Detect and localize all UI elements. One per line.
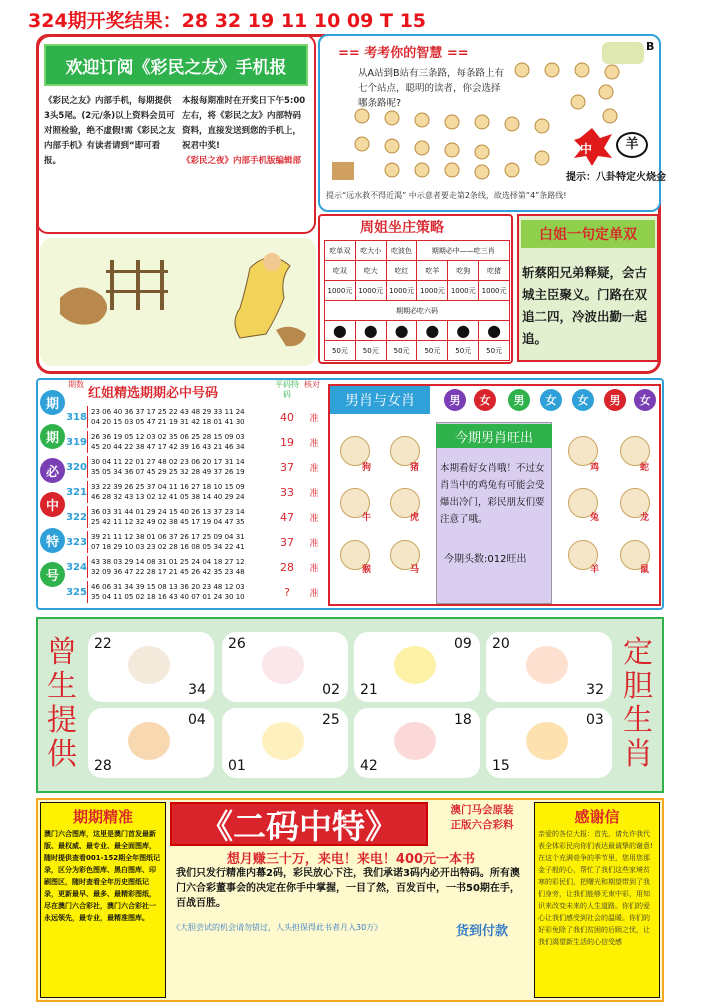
erma-foot: 《大胆尝试的机会请勿错过，人头担保得此书者月入30万》 bbox=[172, 923, 383, 932]
gender-tag: 女 bbox=[540, 389, 562, 411]
zhou-head: 吃大小 bbox=[355, 241, 386, 261]
period: 324 bbox=[66, 556, 88, 578]
numbers bbox=[91, 507, 261, 527]
num-line: 39 21 11 12 38 01 06 37 26 17 25 09 04 31 bbox=[91, 533, 245, 541]
zhou-cell: 1000元 bbox=[386, 281, 417, 301]
zhou-cell: 1000元 bbox=[355, 281, 386, 301]
jin-title: 今期男肖旺出 bbox=[436, 424, 552, 448]
animal-label: 牛 bbox=[362, 513, 372, 523]
card-num: 20 bbox=[492, 636, 510, 652]
puzzle-title: == 考考你的智慧 == bbox=[338, 46, 469, 61]
zhou-cell: 吃羊 bbox=[417, 261, 448, 281]
card-num: 26 bbox=[228, 636, 246, 652]
zodiac-card bbox=[486, 632, 612, 702]
vchar: 胆 bbox=[623, 669, 653, 704]
table-row bbox=[66, 431, 321, 453]
subscribe-col2-text: 本报每期准时在开奖日下午5:00左右，将《彩民之友》内部特码资料，直接发送到您的手机上，祝君中奖! bbox=[182, 96, 306, 151]
gender-tag: 男 bbox=[604, 389, 626, 411]
zhou-cell: 50元 bbox=[448, 341, 479, 361]
card-num: 22 bbox=[94, 636, 112, 652]
card-num: 21 bbox=[360, 682, 378, 698]
zhou-cell: 1000元 bbox=[448, 281, 479, 301]
period: 321 bbox=[66, 481, 88, 503]
zhou-dot: ● bbox=[479, 321, 510, 341]
chick-icon bbox=[394, 646, 436, 684]
zodiac-card bbox=[222, 708, 348, 778]
zodiac-card bbox=[354, 708, 480, 778]
erma-body: 我们只发行精准内幕2码，彩民放心下注，我们承诺3码内必开出特码。所有澳门六合彩董事会的决定在你手中掌握，一目了然，百发百中，一书50期在手，百战百胜。 bbox=[176, 868, 520, 909]
monk-illustration bbox=[40, 238, 316, 366]
erma-slogan: 想月赚三十万，来电！来电！400元一本书 bbox=[226, 852, 476, 867]
zhou-dot: ● bbox=[325, 321, 356, 341]
card-num: 02 bbox=[322, 682, 340, 698]
num-line: 26 36 19 05 12 03 02 35 06 25 28 15 09 03 bbox=[91, 433, 245, 441]
bai-body: 斩蔡阳兄弟释疑，会古城主臣聚义。门路在双追二四，冷波出勤一起追。 bbox=[522, 265, 648, 346]
gender-tag: 男 bbox=[444, 389, 466, 411]
numbers bbox=[91, 407, 261, 427]
lottery-result-header: 324期开奖结果：28 32 19 11 10 09 T 15 bbox=[28, 10, 427, 32]
zodiac-card bbox=[88, 632, 214, 702]
table-row bbox=[66, 406, 321, 428]
thanks-body: 亲爱的各位大报：首先，请允许我代表全体彩民向你们表达最诚挚的谢意!在这个充满竞争的季节里，您用您那金子般的心，帮忙了我们这些家境贫寒的彩民们，把曙光和期望带到了我们身旁，让我们能够无束中彩，用知识来改变未来的人生道路。你们的爱心让我们感受到社会的温暖。你们的好彩免除了我们贫困的后顾之忧，让我们渴望新生活的心信受感 bbox=[538, 830, 653, 946]
table-row bbox=[66, 506, 321, 528]
special: 19 bbox=[280, 435, 294, 449]
check: 准 bbox=[309, 413, 319, 424]
vchar: 供 bbox=[47, 737, 77, 772]
num-line: 30 04 11 22 01 27 48 02 23 06 20 17 31 14 bbox=[91, 458, 245, 466]
numbers bbox=[91, 432, 261, 452]
animal-label: 虎 bbox=[410, 513, 420, 523]
left-vertical-text bbox=[44, 636, 80, 772]
animal-label: 蛇 bbox=[640, 463, 650, 473]
zhou-head: 吃单双 bbox=[325, 241, 356, 261]
head-he: 核对 bbox=[304, 380, 320, 389]
zodiac-card bbox=[354, 632, 480, 702]
card-num: 15 bbox=[492, 758, 510, 774]
zhou-cell: 50元 bbox=[386, 341, 417, 361]
vchar: 生 bbox=[47, 669, 77, 704]
table-row bbox=[66, 456, 321, 478]
vchar: 提 bbox=[47, 703, 77, 738]
puzzle-hint: 提示：八卦特定火烧金 bbox=[566, 172, 666, 183]
table-row bbox=[66, 531, 321, 553]
zhou-cell: 1000元 bbox=[417, 281, 448, 301]
animal-label: 兔 bbox=[590, 513, 600, 523]
card-num: 09 bbox=[454, 636, 472, 652]
bai-title: 白姐一句定单双 bbox=[521, 220, 655, 248]
thanks-title: 感谢信 bbox=[574, 808, 620, 826]
puzzle-tip: 提示“远水救不得近渴” 中示意者要走第2条线，故选择第“4”条路线! bbox=[326, 191, 567, 200]
table-row bbox=[66, 581, 321, 603]
vchar: 曾 bbox=[47, 635, 77, 670]
table-row bbox=[66, 481, 321, 503]
subscribe-col2-red: 《彩民之夜》内部手机版编辑部 bbox=[182, 156, 302, 166]
illustration-panel bbox=[40, 238, 316, 366]
zhou-grid bbox=[324, 240, 510, 361]
numbers bbox=[91, 482, 261, 502]
special: ? bbox=[284, 585, 290, 599]
numbers bbox=[91, 582, 261, 602]
erma-side-line: 正版六合彩料 bbox=[450, 819, 514, 831]
num-line: 46 06 31 34 39 15 08 13 36 20 23 48 12 03 bbox=[91, 583, 245, 591]
side-char: 期 bbox=[40, 424, 65, 449]
zhou-head: 期期必中——吃三肖 bbox=[417, 241, 510, 261]
num-line: 04 20 15 03 05 47 21 19 31 42 18 01 41 30 bbox=[91, 418, 245, 426]
period: 318 bbox=[66, 406, 88, 428]
vchar: 生 bbox=[623, 703, 653, 738]
check: 准 bbox=[309, 463, 319, 474]
goat-icon bbox=[128, 646, 170, 684]
card-num: 25 bbox=[322, 712, 340, 728]
zhou-dot: ● bbox=[355, 321, 386, 341]
zhou-head: 期期必吃六码 bbox=[325, 301, 510, 321]
rabbit-icon bbox=[262, 646, 304, 684]
side-char: 期 bbox=[40, 390, 65, 415]
period: 322 bbox=[66, 506, 88, 528]
special: 33 bbox=[280, 485, 294, 499]
num-line: 25 42 11 12 32 49 02 38 45 17 19 04 47 35 bbox=[91, 518, 245, 526]
period: 325 bbox=[66, 581, 88, 603]
num-line: 23 06 40 36 37 17 25 22 43 48 29 33 11 24 bbox=[91, 408, 245, 416]
animal-label: 狗 bbox=[362, 463, 372, 473]
card-num: 01 bbox=[228, 758, 246, 774]
erma-side-line: 澳门马会原装 bbox=[450, 804, 514, 816]
tiger-icon bbox=[526, 722, 568, 760]
animal-label: 龙 bbox=[640, 513, 650, 523]
special: 40 bbox=[280, 410, 294, 424]
zhou-cell: 50元 bbox=[355, 341, 386, 361]
qiqi-title: 期期精准 bbox=[72, 808, 133, 826]
card-num: 42 bbox=[360, 758, 378, 774]
check: 准 bbox=[309, 538, 319, 549]
gender-tag: 女 bbox=[634, 389, 656, 411]
zhou-head: 吃波色 bbox=[386, 241, 417, 261]
card-num: 18 bbox=[454, 712, 472, 728]
side-char: 号 bbox=[40, 562, 65, 587]
numbers bbox=[91, 557, 261, 577]
zhou-cell: 吃红 bbox=[386, 261, 417, 281]
pig-icon bbox=[394, 722, 436, 760]
side-char: 特 bbox=[40, 528, 65, 553]
gender-tag: 女 bbox=[474, 389, 496, 411]
num-line: 46 28 32 43 13 02 12 41 05 38 14 40 29 24 bbox=[91, 493, 245, 501]
vchar: 肖 bbox=[623, 737, 653, 772]
zhou-cell: 吃双 bbox=[325, 261, 356, 281]
cod-label: 货到付款 bbox=[456, 924, 509, 939]
puzzle-label-yang: 羊 bbox=[616, 132, 648, 158]
head-qi: 期数 bbox=[68, 380, 84, 389]
num-line: 45 20 44 22 38 47 17 42 39 16 43 21 46 34 bbox=[91, 443, 245, 451]
numbers bbox=[91, 532, 261, 552]
jin-foot: 今期头数:012旺出 bbox=[444, 554, 527, 565]
zodiac-card bbox=[486, 708, 612, 778]
check: 准 bbox=[309, 563, 319, 574]
side-char: 中 bbox=[40, 492, 65, 517]
zhou-cell: 吃猪 bbox=[479, 261, 510, 281]
zhou-cell: 1000元 bbox=[479, 281, 510, 301]
qiqi-body: 澳门六合图库，这里是澳门首发最新版、最权威、最专业、最全面图库，随时提供查看001-152期全年图纸记录，区分为彩色图库、黑白图库、印刷图区，随时查看全年历史图纸记录，更新最早、最多、最精彩图纸，尽在澳门六合彩社，澳门六合彩社一永远领先，最专业，最精准图库。 bbox=[44, 830, 161, 922]
card-num: 03 bbox=[586, 712, 604, 728]
zhou-dot: ● bbox=[386, 321, 417, 341]
zhou-cell: 50元 bbox=[417, 341, 448, 361]
numbers bbox=[91, 457, 261, 477]
zodiac-card bbox=[222, 632, 348, 702]
card-num: 28 bbox=[94, 758, 112, 774]
zhou-cell: 50元 bbox=[325, 341, 356, 361]
zhou-title: 周姐坐庄策略 bbox=[360, 220, 444, 236]
zhou-dot: ● bbox=[448, 321, 479, 341]
erma-banner: 《二码中特》 bbox=[170, 802, 428, 846]
animal-label: 羊 bbox=[590, 565, 600, 575]
card-num: 04 bbox=[188, 712, 206, 728]
period: 320 bbox=[66, 456, 88, 478]
period: 319 bbox=[66, 431, 88, 453]
num-line: 35 04 11 05 02 18 16 43 40 07 01 24 30 10 bbox=[91, 593, 245, 601]
check: 准 bbox=[309, 513, 319, 524]
special: 37 bbox=[280, 460, 294, 474]
table-row bbox=[66, 556, 321, 578]
zhou-cell: 吃狗 bbox=[448, 261, 479, 281]
nannv-title: 男肖与女肖 bbox=[330, 386, 430, 414]
num-line: 07 18 29 10 03 23 02 28 16 08 05 34 22 41 bbox=[91, 543, 245, 551]
num-line: 32 09 36 47 22 28 17 21 45 26 42 35 23 48 bbox=[91, 568, 245, 576]
card-num: 34 bbox=[188, 682, 206, 698]
animal-label: 鸡 bbox=[590, 463, 600, 473]
puzzle-label-zhong: 中 bbox=[580, 142, 593, 156]
check: 准 bbox=[309, 488, 319, 499]
subscribe-title: 欢迎订阅《彩民之友》手机报 bbox=[44, 44, 308, 86]
special: 37 bbox=[280, 535, 294, 549]
animal-label: 猪 bbox=[410, 463, 420, 473]
puzzle-body: 从A站到B站有三条路，每条路上有七个站点，聪明的读者，你会选择哪条路呢? bbox=[358, 68, 505, 109]
subscribe-col2 bbox=[182, 94, 308, 169]
num-line: 33 22 39 26 25 37 04 11 16 27 18 10 15 09 bbox=[91, 483, 245, 491]
check: 准 bbox=[309, 438, 319, 449]
rooster-icon bbox=[526, 646, 568, 684]
check: 准 bbox=[309, 588, 319, 599]
side-char: 必 bbox=[40, 458, 65, 483]
head-ping: 平码特码 bbox=[275, 380, 299, 399]
subscribe-col1: 《彩民之友》内部手机，每期提供3头5尾。(2元/条)以上资料会员可对照检验，绝不虚假!需《彩民之友内部手机》有读者请到“即可看报。 bbox=[44, 96, 176, 166]
card-num: 32 bbox=[586, 682, 604, 698]
erma-side bbox=[432, 803, 532, 833]
ox-icon bbox=[128, 722, 170, 760]
vchar: 定 bbox=[623, 635, 653, 670]
num-line: 35 05 34 36 07 45 29 25 32 28 49 37 26 19 bbox=[91, 468, 245, 476]
gender-tag: 男 bbox=[508, 389, 530, 411]
num-line: 43 38 03 29 14 08 31 01 25 24 04 18 27 12 bbox=[91, 558, 245, 566]
special: 47 bbox=[280, 510, 294, 524]
animal-label: 马 bbox=[410, 565, 420, 575]
special: 28 bbox=[280, 560, 294, 574]
animal-label: 猴 bbox=[362, 565, 372, 575]
hongjie-title: 红姐精选期期必中号码 bbox=[88, 386, 219, 401]
num-line: 36 03 31 44 01 29 24 15 40 26 13 37 23 14 bbox=[91, 508, 245, 516]
zhou-cell: 50元 bbox=[479, 341, 510, 361]
gender-tag: 女 bbox=[572, 389, 594, 411]
jin-body: 本期看好女肖哦！不过女肖当中的鸡兔有可能会受爆出冷门，彩民朋友们要注意了哦。 bbox=[440, 463, 545, 525]
right-vertical-text bbox=[620, 636, 656, 772]
zhou-cell: 吃大 bbox=[355, 261, 386, 281]
puzzle-letter-b: B bbox=[646, 40, 655, 53]
zhou-dot: ● bbox=[417, 321, 448, 341]
period: 323 bbox=[66, 531, 88, 553]
zhou-cell: 1000元 bbox=[325, 281, 356, 301]
dragon-icon bbox=[262, 722, 304, 760]
animal-label: 鼠 bbox=[640, 565, 650, 575]
zodiac-card bbox=[88, 708, 214, 778]
